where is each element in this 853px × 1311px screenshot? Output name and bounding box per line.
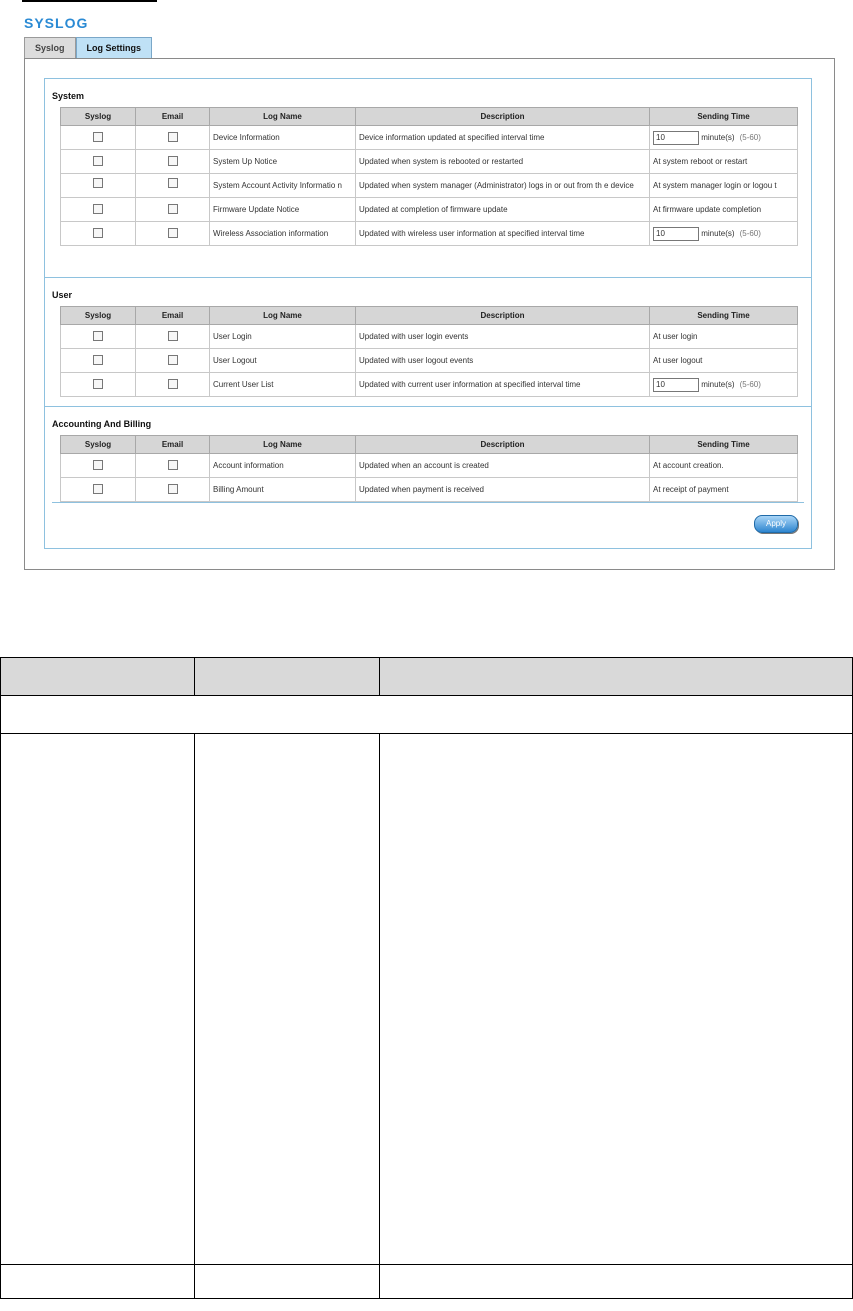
parameter-table-header [1,658,853,696]
tab-bar [24,37,152,58]
interval-range: (5-60) [739,132,761,142]
syslog-checkbox[interactable] [93,355,103,365]
log-name: System Account Activity Informatio n [210,174,356,198]
syslog-checkbox[interactable] [93,460,103,470]
col-header-sending-time: Sending Time [650,307,798,325]
table-cell [1,734,195,1265]
interval-unit: minute(s) [701,379,735,389]
syslog-checkbox[interactable] [93,331,103,341]
section-divider [45,406,811,407]
table-cell [195,658,380,696]
email-checkbox[interactable] [168,379,178,389]
table-row [61,174,798,198]
syslog-checkbox[interactable] [93,379,103,389]
syslog-checkbox[interactable] [93,228,103,238]
log-name: Account information [210,454,356,478]
section-title-system: System [52,91,85,101]
log-description: Updated when payment is received [356,478,650,502]
table-row [61,349,798,373]
syslog-checkbox[interactable] [93,484,103,494]
tab-syslog[interactable]: Syslog [24,37,76,58]
table-cell [195,1265,380,1299]
col-header-description: Description [356,436,650,454]
email-checkbox[interactable] [168,484,178,494]
sending-time: At system reboot or restart [650,150,798,174]
table-row [61,222,798,246]
section-title-accounting: Accounting And Billing [52,419,152,429]
sending-time: At receipt of payment [650,478,798,502]
user-log-table [60,306,798,397]
syslog-checkbox[interactable] [93,156,103,166]
table-cell [380,734,853,1265]
col-header-log-name: Log Name [210,108,356,126]
sending-time: At account creation. [650,454,798,478]
log-name: Billing Amount [210,478,356,502]
section-divider [45,277,811,278]
table-cell [380,1265,853,1299]
apply-button[interactable]: Apply [754,515,798,533]
interval-unit: minute(s) [701,132,735,142]
interval-input[interactable]: 10 [653,131,699,145]
top-rule [22,0,157,2]
table-row [61,325,798,349]
syslog-checkbox[interactable] [93,132,103,142]
log-name: Wireless Association information [210,222,356,246]
table-cell [380,658,853,696]
section-divider [52,502,804,503]
log-name: System Up Notice [210,150,356,174]
col-header-sending-time: Sending Time [650,108,798,126]
email-checkbox[interactable] [168,156,178,166]
table-row [61,150,798,174]
log-description: Updated with user logout events [356,349,650,373]
col-header-description: Description [356,307,650,325]
accounting-log-table [60,435,798,502]
col-header-description: Description [356,108,650,126]
log-name: User Login [210,325,356,349]
col-header-email: Email [136,436,210,454]
email-checkbox[interactable] [168,178,178,188]
col-header-email: Email [136,307,210,325]
log-description: Updated when system manager (Administrator) logs in or out from th e device [356,174,650,198]
log-name: Device Information [210,126,356,150]
table-row [61,478,798,502]
system-log-table [60,107,798,246]
col-header-log-name: Log Name [210,307,356,325]
col-header-syslog: Syslog [61,108,136,126]
table-row [1,1265,853,1299]
table-cell [195,734,380,1265]
log-description: Updated at completion of firmware update [356,198,650,222]
log-description: Updated with wireless user information at specified interval time [356,222,650,246]
sending-time: At user login [650,325,798,349]
email-checkbox[interactable] [168,331,178,341]
log-description: Device information updated at specified interval time [356,126,650,150]
interval-input[interactable]: 10 [653,378,699,392]
log-description: Updated with current user information at specified interval time [356,373,650,397]
log-name: Current User List [210,373,356,397]
log-description: Updated when system is rebooted or restarted [356,150,650,174]
table-row [1,734,853,1265]
table-cell [1,658,195,696]
syslog-checkbox[interactable] [93,178,103,188]
table-header-row [61,436,798,454]
email-checkbox[interactable] [168,132,178,142]
table-row [61,454,798,478]
table-row [61,373,798,397]
table-row [1,696,853,734]
email-checkbox[interactable] [168,460,178,470]
tab-log-settings[interactable]: Log Settings [76,37,153,58]
sending-time: At system manager login or logou t [650,174,798,198]
email-checkbox[interactable] [168,228,178,238]
table-cell [1,696,853,734]
interval-range: (5-60) [739,379,761,389]
section-title-user: User [52,290,73,300]
col-header-syslog: Syslog [61,307,136,325]
col-header-syslog: Syslog [61,436,136,454]
interval-range: (5-60) [739,228,761,238]
col-header-sending-time: Sending Time [650,436,798,454]
table-header-row [61,307,798,325]
sending-time: At firmware update completion [650,198,798,222]
email-checkbox[interactable] [168,204,178,214]
log-name: Firmware Update Notice [210,198,356,222]
syslog-checkbox[interactable] [93,204,103,214]
log-description: Updated with user login events [356,325,650,349]
parameter-table [0,657,853,1299]
col-header-log-name: Log Name [210,436,356,454]
interval-input[interactable]: 10 [653,227,699,241]
interval-unit: minute(s) [701,228,735,238]
email-checkbox[interactable] [168,355,178,365]
table-row [61,198,798,222]
page-title: SYSLOG [24,15,89,31]
log-description: Updated when an account is created [356,454,650,478]
table-cell [1,1265,195,1299]
table-row [61,126,798,150]
table-header-row [61,108,798,126]
log-name: User Logout [210,349,356,373]
col-header-email: Email [136,108,210,126]
sending-time: At user logout [650,349,798,373]
